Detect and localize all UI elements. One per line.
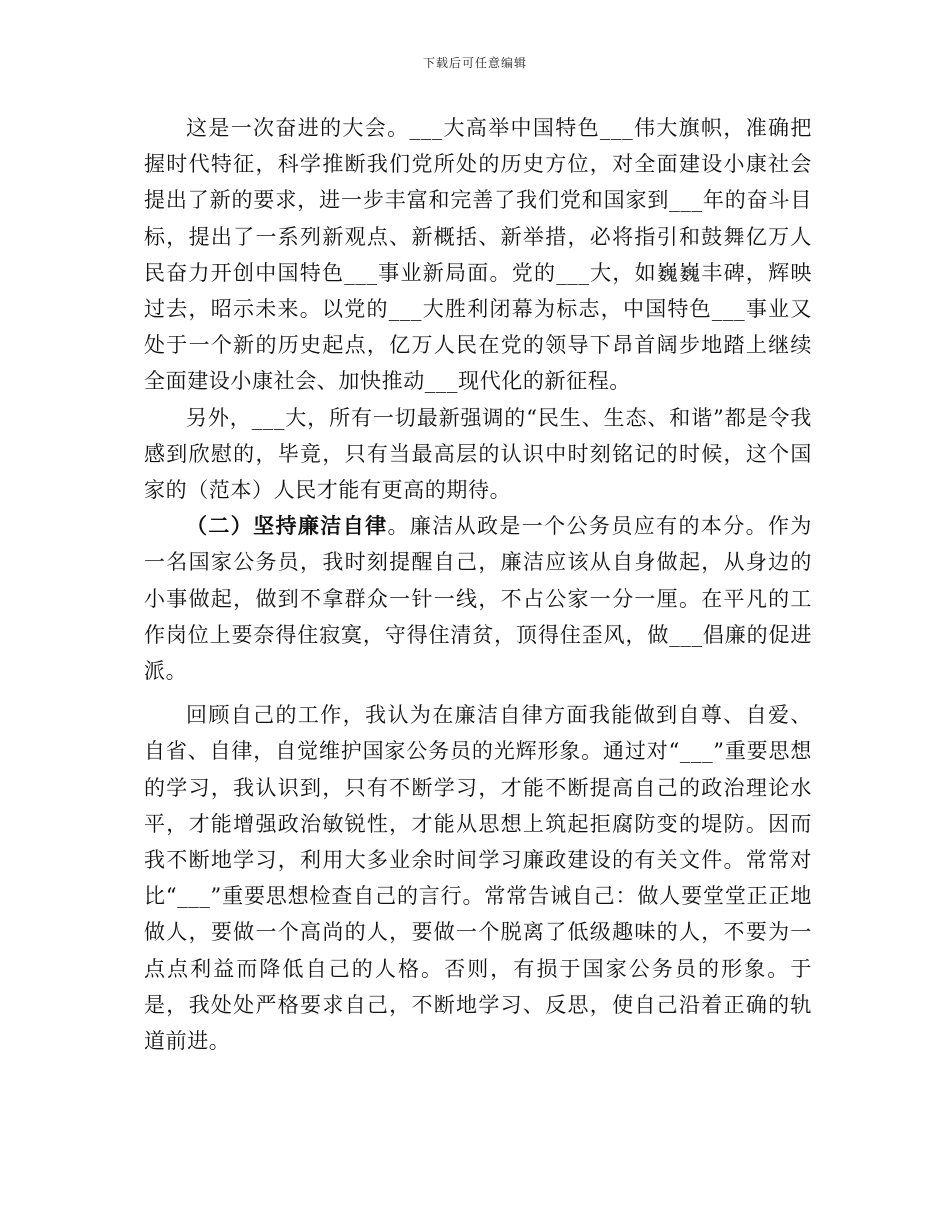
page-header: 下载后可任意编辑: [422, 56, 527, 70]
paragraph-livelihood: 另外，___大，所有一切最新强调的“民生、生态、和谐”都是令我感到欣慰的，毕竟，只有当最高层的认识中时刻铭记的时候，这个国家的（范本）人民才能有更高的期待。: [144, 405, 812, 503]
paragraph-review: 回顾自己的工作，我认为在廉洁自律方面我能做到自尊、自爱、自省、自律，自觉维护国家公务员的光辉形象。通过对“___”重要思想的学习，我认识到，只有不断学习，才能不断提高自己的政治理论水平，才能增强政治敏锐性，才能从思想上筑起拒腐防变的堤防。因而我不断地学习，利用大多业余时间学习廉政建设的有关文件。常常对比“___”重要思想检查自己的言行。常常告诫自己：做人要堂堂正正地做人，要做一个高尚的人，要做一个脱离了低级趣味的人，不要为一点点利益而降低自己的人格。否则，有损于国家公务员的形象。于是，我处处严格要求自己，不断地学习、反思，使自己沿着正确的轨道前进。: [144, 703, 812, 1054]
paragraph-congress: 这是一次奋进的大会。___大高举中国特色___伟大旗帜，准确把握时代特征，科学推断我们党所处的历史方位，对全面建设小康社会提出了新的要求，进一步丰富和完善了我们党和国家到___年的奋斗目标，提出了一系列新观点、新概括、新举措，必将指引和鼓舞亿万人民奋力开创中国特色___事业新局面。党的___大，如巍巍丰碑，辉映过去，昭示未来。以党的___大胜利闭幕为标志，中国特色___事业又处于一个新的历史起点，亿万人民在党的领导下昂首阔步地踏上继续全面建设小康社会、加快推动___现代化的新征程。: [144, 116, 812, 394]
section-body: 。廉洁从政是一个公务员应有的本分。作为一名国家公务员，我时刻提醒自己，廉洁应该从自身做起，从身边的小事做起，做到不拿群众一针一线，不占公家一分一厘。在平凡的工作岗位上要奈得住寂寞，守得住清贫，顶得住歪风，做___倡廉的促进派。: [144, 514, 812, 684]
paragraph-integrity: [144, 508, 812, 689]
document-body: [144, 110, 812, 1059]
section-heading: （二）坚持廉洁自律: [186, 513, 388, 539]
